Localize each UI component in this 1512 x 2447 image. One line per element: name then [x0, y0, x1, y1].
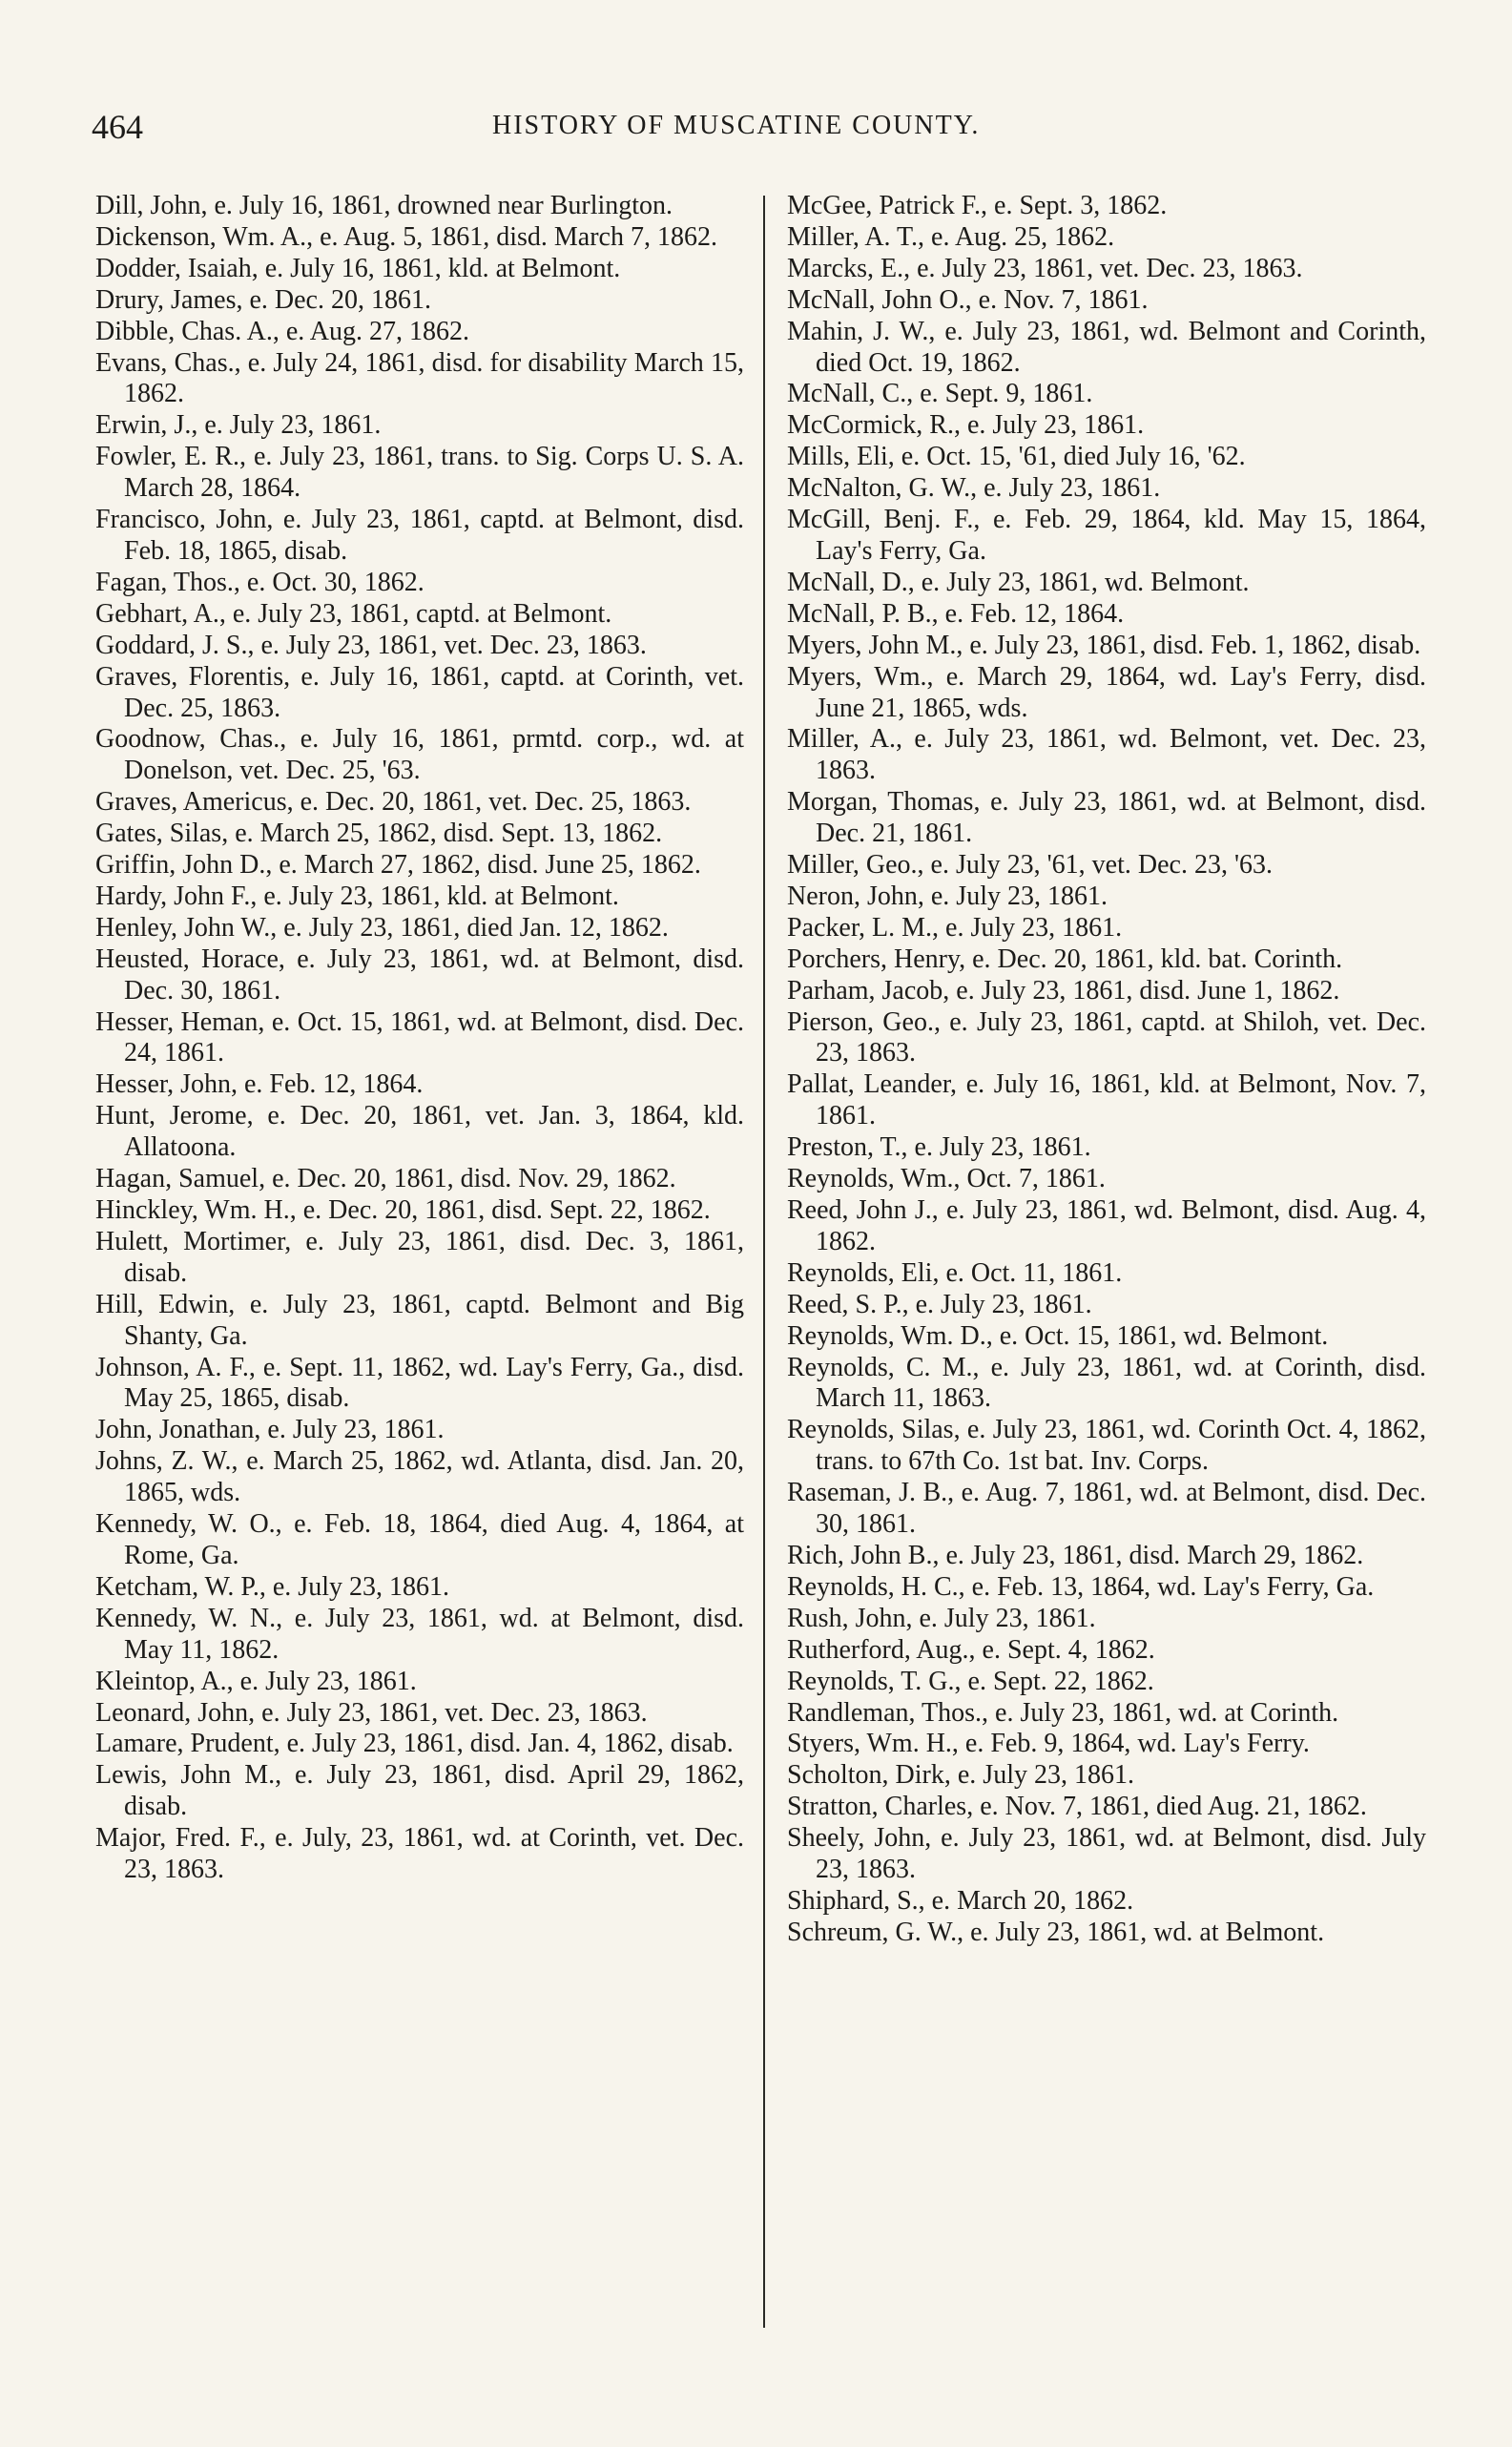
- roster-entry: Scholton, Dirk, e. July 23, 1861.: [787, 1760, 1134, 1791]
- roster-entry: Miller, Geo., e. July 23, '61, vet. Dec. 23, '63.: [787, 850, 1273, 881]
- roster-entry: Hesser, Heman, e. Oct. 15, 1861, wd. at Belmont, disd. Dec. 24, 1861.: [95, 1006, 744, 1068]
- roster-entry: Reed, John J., e. July 23, 1861, wd. Belmont, disd. Aug. 4, 1862.: [787, 1195, 1426, 1256]
- page-header: [92, 107, 1046, 155]
- roster-entry: Rutherford, Aug., e. Sept. 4, 1862.: [787, 1634, 1155, 1665]
- roster-entry: McCormick, R., e. July 23, 1861.: [787, 410, 1145, 441]
- roster-entry: Kennedy, W. O., e. Feb. 18, 1864, died Aug. 4, 1864, at Rome, Ga.: [95, 1509, 744, 1570]
- roster-entry: Johns, Z. W., e. March 25, 1862, wd. Atlanta, disd. Jan. 20, 1865, wds.: [95, 1446, 744, 1508]
- roster-entry: Hagan, Samuel, e. Dec. 20, 1861, disd. Nov. 29, 1862.: [95, 1164, 676, 1194]
- roster-entry: McNall, P. B., e. Feb. 12, 1864.: [787, 598, 1125, 629]
- roster-entry: Neron, John, e. July 23, 1861.: [787, 881, 1108, 911]
- roster-entry: McGee, Patrick F., e. Sept. 3, 1862.: [787, 191, 1168, 220]
- roster-entry: Rush, John, e. July 23, 1861.: [787, 1603, 1096, 1633]
- roster-entry: Kennedy, W. N., e. July 23, 1861, wd. at Belmont, disd. May 11, 1862.: [95, 1603, 744, 1665]
- roster-entry: Marcks, E., e. July 23, 1861, vet. Dec. 23, 1863.: [787, 253, 1303, 283]
- roster-entry: Francisco, John, e. July 23, 1861, captd. at Belmont, disd. Feb. 18, 1865, disab.: [95, 505, 744, 566]
- roster-entry: Hunt, Jerome, e. Dec. 20, 1861, vet. Jan. 3, 1864, kld. Allatoona.: [95, 1101, 744, 1163]
- roster-entry: Fagan, Thos., e. Oct. 30, 1862.: [95, 567, 425, 597]
- roster-entry: Reynolds, Wm., Oct. 7, 1861.: [787, 1164, 1106, 1194]
- roster-entry: Pallat, Leander, e. July 16, 1861, kld. at Belmont, Nov. 7, 1861.: [787, 1069, 1426, 1131]
- roster-entry: Hill, Edwin, e. July 23, 1861, captd. Belmont and Big Shanty, Ga.: [95, 1289, 744, 1351]
- roster-entry: Miller, A., e. July 23, 1861, wd. Belmont, vet. Dec. 23, 1863.: [787, 724, 1426, 786]
- roster-entry: Fowler, E. R., e. July 23, 1861, trans. to Sig. Corps U. S. A. March 28, 1864.: [95, 442, 744, 504]
- roster-entry: Styers, Wm. H., e. Feb. 9, 1864, wd. Lay's Ferry.: [787, 1729, 1310, 1759]
- roster-entry: Dibble, Chas. A., e. Aug. 27, 1862.: [95, 316, 469, 346]
- roster-entry: Reynolds, Silas, e. July 23, 1861, wd. Corinth Oct. 4, 1862, trans. to 67th Co. 1st bat. Inv. Corps.: [787, 1415, 1426, 1477]
- column-divider: [763, 196, 765, 2328]
- roster-entry: Porchers, Henry, e. Dec. 20, 1861, kld. bat. Corinth.: [787, 944, 1343, 974]
- roster-entry: Sheely, John, e. July 23, 1861, wd. at Belmont, disd. July 23, 1863.: [787, 1823, 1426, 1885]
- running-head: HISTORY OF MUSCATINE COUNTY.: [492, 111, 981, 140]
- roster-entry: John, Jonathan, e. July 23, 1861.: [95, 1415, 445, 1445]
- roster-entry: Stratton, Charles, e. Nov. 7, 1861, died Aug. 21, 1862.: [787, 1792, 1367, 1822]
- roster-entry: Randleman, Thos., e. July 23, 1861, wd. at Corinth.: [787, 1697, 1339, 1728]
- roster-entry: Reed, S. P., e. July 23, 1861.: [787, 1289, 1092, 1319]
- roster-entry: Preston, T., e. July 23, 1861.: [787, 1132, 1091, 1163]
- roster-entry: Pierson, Geo., e. July 23, 1861, captd. at Shiloh, vet. Dec. 23, 1863.: [787, 1006, 1426, 1068]
- roster-entry: Hardy, John F., e. July 23, 1861, kld. at Belmont.: [95, 881, 619, 911]
- roster-entry: Dodder, Isaiah, e. July 16, 1861, kld. at Belmont.: [95, 253, 621, 283]
- roster-entry: Reynolds, Wm. D., e. Oct. 15, 1861, wd. Belmont.: [787, 1320, 1329, 1351]
- roster-entry: Myers, Wm., e. March 29, 1864, wd. Lay's Ferry, disd. June 21, 1865, wds.: [787, 661, 1426, 723]
- roster-entry: Dickenson, Wm. A., e. Aug. 5, 1861, disd. March 7, 1862.: [95, 221, 717, 252]
- roster-entry: Major, Fred. F., e. July, 23, 1861, wd. at Corinth, vet. Dec. 23, 1863.: [95, 1823, 744, 1885]
- roster-entry: Leonard, John, e. July 23, 1861, vet. Dec. 23, 1863.: [95, 1697, 648, 1728]
- roster-entry: Graves, Americus, e. Dec. 20, 1861, vet. Dec. 25, 1863.: [95, 787, 692, 818]
- roster-entry: Schreum, G. W., e. July 23, 1861, wd. at Belmont.: [787, 1917, 1325, 1947]
- roster-entry: Lamare, Prudent, e. July 23, 1861, disd. Jan. 4, 1862, disab.: [95, 1729, 734, 1759]
- roster-entry: Mills, Eli, e. Oct. 15, '61, died July 16, '62.: [787, 442, 1246, 472]
- roster-entry: McGill, Benj. F., e. Feb. 29, 1864, kld. May 15, 1864, Lay's Ferry, Ga.: [787, 505, 1426, 566]
- roster-entry: Goddard, J. S., e. July 23, 1861, vet. Dec. 23, 1863.: [95, 630, 647, 660]
- roster-entry: Raseman, J. B., e. Aug. 7, 1861, wd. at Belmont, disd. Dec. 30, 1861.: [787, 1478, 1426, 1540]
- page-number: 464: [92, 108, 143, 146]
- roster-entry: Gebhart, A., e. July 23, 1861, captd. at Belmont.: [95, 598, 612, 629]
- roster-entry: Gates, Silas, e. March 25, 1862, disd. Sept. 13, 1862.: [95, 819, 663, 849]
- roster-entry: Hulett, Mortimer, e. July 23, 1861, disd. Dec. 3, 1861, disab.: [95, 1226, 744, 1288]
- roster-entry: Rich, John B., e. July 23, 1861, disd. March 29, 1862.: [787, 1540, 1364, 1570]
- roster-entry: Reynolds, Eli, e. Oct. 11, 1861.: [787, 1257, 1123, 1288]
- roster-entry: Goodnow, Chas., e. July 16, 1861, prmtd. corp., wd. at Donelson, vet. Dec. 25, '63.: [95, 724, 744, 786]
- roster-entry: Parham, Jacob, e. July 23, 1861, disd. June 1, 1862.: [787, 975, 1340, 1006]
- roster-entry: McNalton, G. W., e. July 23, 1861.: [787, 473, 1161, 504]
- roster-entry: Dill, John, e. July 16, 1861, drowned near Burlington.: [95, 191, 673, 220]
- roster-entry: Evans, Chas., e. July 24, 1861, disd. for disability March 15, 1862.: [95, 347, 744, 409]
- roster-entry: Reynolds, T. G., e. Sept. 22, 1862.: [787, 1666, 1154, 1696]
- roster-entry: Mahin, J. W., e. July 23, 1861, wd. Belmont and Corinth, died Oct. 19, 1862.: [787, 316, 1426, 378]
- roster-entry: Shiphard, S., e. March 20, 1862.: [787, 1885, 1134, 1916]
- roster-entry: Miller, A. T., e. Aug. 25, 1862.: [787, 221, 1115, 252]
- roster-entry: Graves, Florentis, e. July 16, 1861, captd. at Corinth, vet. Dec. 25, 1863.: [95, 661, 744, 723]
- roster-entry: Griffin, John D., e. March 27, 1862, disd. June 25, 1862.: [95, 850, 701, 881]
- roster-entry: Reynolds, H. C., e. Feb. 13, 1864, wd. Lay's Ferry, Ga.: [787, 1571, 1375, 1602]
- roster-entry: Reynolds, C. M., e. July 23, 1861, wd. at Corinth, disd. March 11, 1863.: [787, 1352, 1426, 1414]
- roster-entry: Henley, John W., e. July 23, 1861, died Jan. 12, 1862.: [95, 912, 669, 943]
- roster-entry: Erwin, J., e. July 23, 1861.: [95, 410, 382, 441]
- roster-entry: Ketcham, W. P., e. July 23, 1861.: [95, 1571, 449, 1602]
- roster-entry: McNall, John O., e. Nov. 7, 1861.: [787, 284, 1149, 315]
- right-column: [787, 191, 1426, 1949]
- roster-entry: Hesser, John, e. Feb. 12, 1864.: [95, 1069, 424, 1100]
- roster-entry: Johnson, A. F., e. Sept. 11, 1862, wd. Lay's Ferry, Ga., disd. May 25, 1865, disab.: [95, 1352, 744, 1414]
- roster-entry: Myers, John M., e. July 23, 1861, disd. Feb. 1, 1862, disab.: [787, 630, 1421, 660]
- roster-entry: Kleintop, A., e. July 23, 1861.: [95, 1666, 417, 1696]
- roster-entry: Drury, James, e. Dec. 20, 1861.: [95, 284, 431, 315]
- roster-entry: Heusted, Horace, e. July 23, 1861, wd. at Belmont, disd. Dec. 30, 1861.: [95, 944, 744, 1006]
- roster-entry: McNall, D., e. July 23, 1861, wd. Belmont.: [787, 567, 1250, 597]
- roster-entry: Lewis, John M., e. July 23, 1861, disd. April 29, 1862, disab.: [95, 1760, 744, 1822]
- roster-entry: Morgan, Thomas, e. July 23, 1861, wd. at Belmont, disd. Dec. 21, 1861.: [787, 787, 1426, 849]
- roster-entry: McNall, C., e. Sept. 9, 1861.: [787, 379, 1093, 409]
- left-column: [95, 191, 744, 1886]
- roster-entry: Hinckley, Wm. H., e. Dec. 20, 1861, disd. Sept. 22, 1862.: [95, 1195, 711, 1225]
- roster-entry: Packer, L. M., e. July 23, 1861.: [787, 912, 1123, 943]
